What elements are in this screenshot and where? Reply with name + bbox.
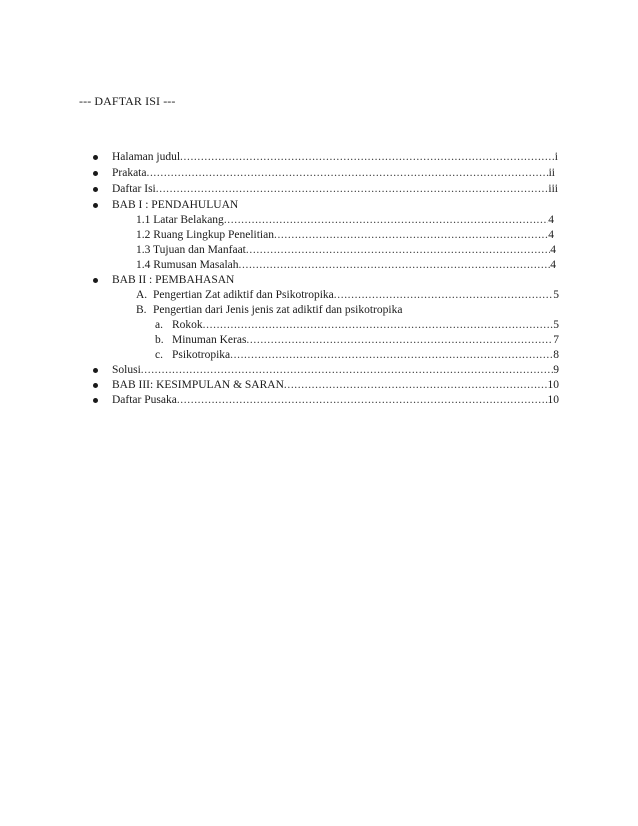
list-marker: b. [155,334,164,346]
toc-entry-halaman-judul[interactable] [112,150,558,165]
dot-leader [141,363,553,378]
toc-entry-label: Prakata [112,167,147,179]
bullet-icon [93,383,98,388]
toc-entry-label: Minuman Keras [172,334,247,346]
dot-leader [246,243,550,258]
bullet-icon [93,171,98,176]
toc-entry-2-b[interactable] [136,303,559,318]
toc-entry-solusi[interactable] [112,363,559,378]
toc-entry-1-1[interactable] [136,213,554,228]
toc-entry-label: 1.1 Latar Belakang [136,214,224,226]
toc-entry-page: 4 [548,214,554,226]
dot-leader [334,288,553,303]
toc-entry-page: 4 [550,259,556,271]
toc-entry-label: Pengertian dari Jenis jenis zat adiktif dan psikotropika [153,304,403,316]
toc-entry-2-b-b[interactable] [155,333,559,348]
toc-entry-label: Daftar Pusaka [112,394,177,406]
toc-entry-label: 1.4 Rumusan Masalah [136,259,239,271]
toc-title: --- DAFTAR ISI --- [79,94,176,108]
dot-leader [203,318,554,333]
toc-entry-label: BAB III: KESIMPULAN & SARAN [112,379,284,391]
toc-entry-prakata[interactable] [112,166,555,181]
toc-entry-label: Rokok [172,319,203,331]
toc-entry-page: 4 [548,229,554,241]
toc-entry-label: BAB II : PEMBAHASAN [112,274,235,286]
toc-entry-page: iii [548,183,558,195]
bullet-icon [93,187,98,192]
dot-leader [230,348,553,363]
dot-leader [274,228,548,243]
dot-leader [146,166,548,181]
bullet-icon [93,368,98,373]
bullet-icon [93,398,98,403]
dot-leader [284,378,548,393]
dot-leader [224,213,548,228]
toc-entry-daftar-isi[interactable] [112,182,558,197]
dot-leader [239,258,551,273]
toc-entry-1-2[interactable] [136,228,554,243]
toc-entry-label: Halaman judul [112,151,181,163]
dot-leader [156,182,549,197]
toc-entry-label: Psikotropika [172,349,231,361]
toc-entry-label: Daftar Isi [112,183,156,195]
toc-entry-page: 10 [547,394,559,406]
list-marker: a. [155,319,163,331]
toc-entry-page: 9 [553,364,559,376]
toc-entry-page: 5 [553,289,559,301]
toc-entry-page: 10 [547,379,559,391]
toc-entry-bab-1[interactable] [112,198,412,213]
bullet-icon [93,155,98,160]
toc-entry-2-a[interactable] [136,288,559,303]
toc-entry-label: BAB I : PENDAHULUAN [112,199,239,211]
toc-entry-page: 7 [553,334,559,346]
list-marker: A. [136,289,148,301]
toc-entry-label: 1.3 Tujuan dan Manfaat [136,244,246,256]
dot-leader [180,150,555,165]
toc-entry-daftar-pusaka[interactable] [112,393,559,408]
toc-entry-1-4[interactable] [136,258,556,273]
toc-entry-label: Pengertian Zat adiktif dan Psikotropika [153,289,334,301]
bullet-icon [93,203,98,208]
toc-entry-page: 8 [553,349,559,361]
toc-entry-page: 5 [553,319,559,331]
dot-leader [177,393,548,408]
list-marker: B. [136,304,147,316]
toc-entry-1-3[interactable] [136,243,556,258]
toc-entry-2-b-c[interactable] [155,348,559,363]
toc-entry-page: 4 [550,244,556,256]
bullet-icon [93,278,98,283]
toc-entry-bab-3[interactable] [112,378,559,393]
toc-entry-page: i [554,151,558,163]
toc-entry-label: 1.2 Ruang Lingkup Penelitian [136,229,274,241]
toc-entry-2-b-a[interactable] [155,318,559,333]
toc-entry-bab-2[interactable] [112,273,412,288]
list-marker: c. [155,349,163,361]
toc-entry-page: ii [548,167,555,179]
dot-leader [246,333,553,348]
toc-entry-label: Solusi [112,364,141,376]
